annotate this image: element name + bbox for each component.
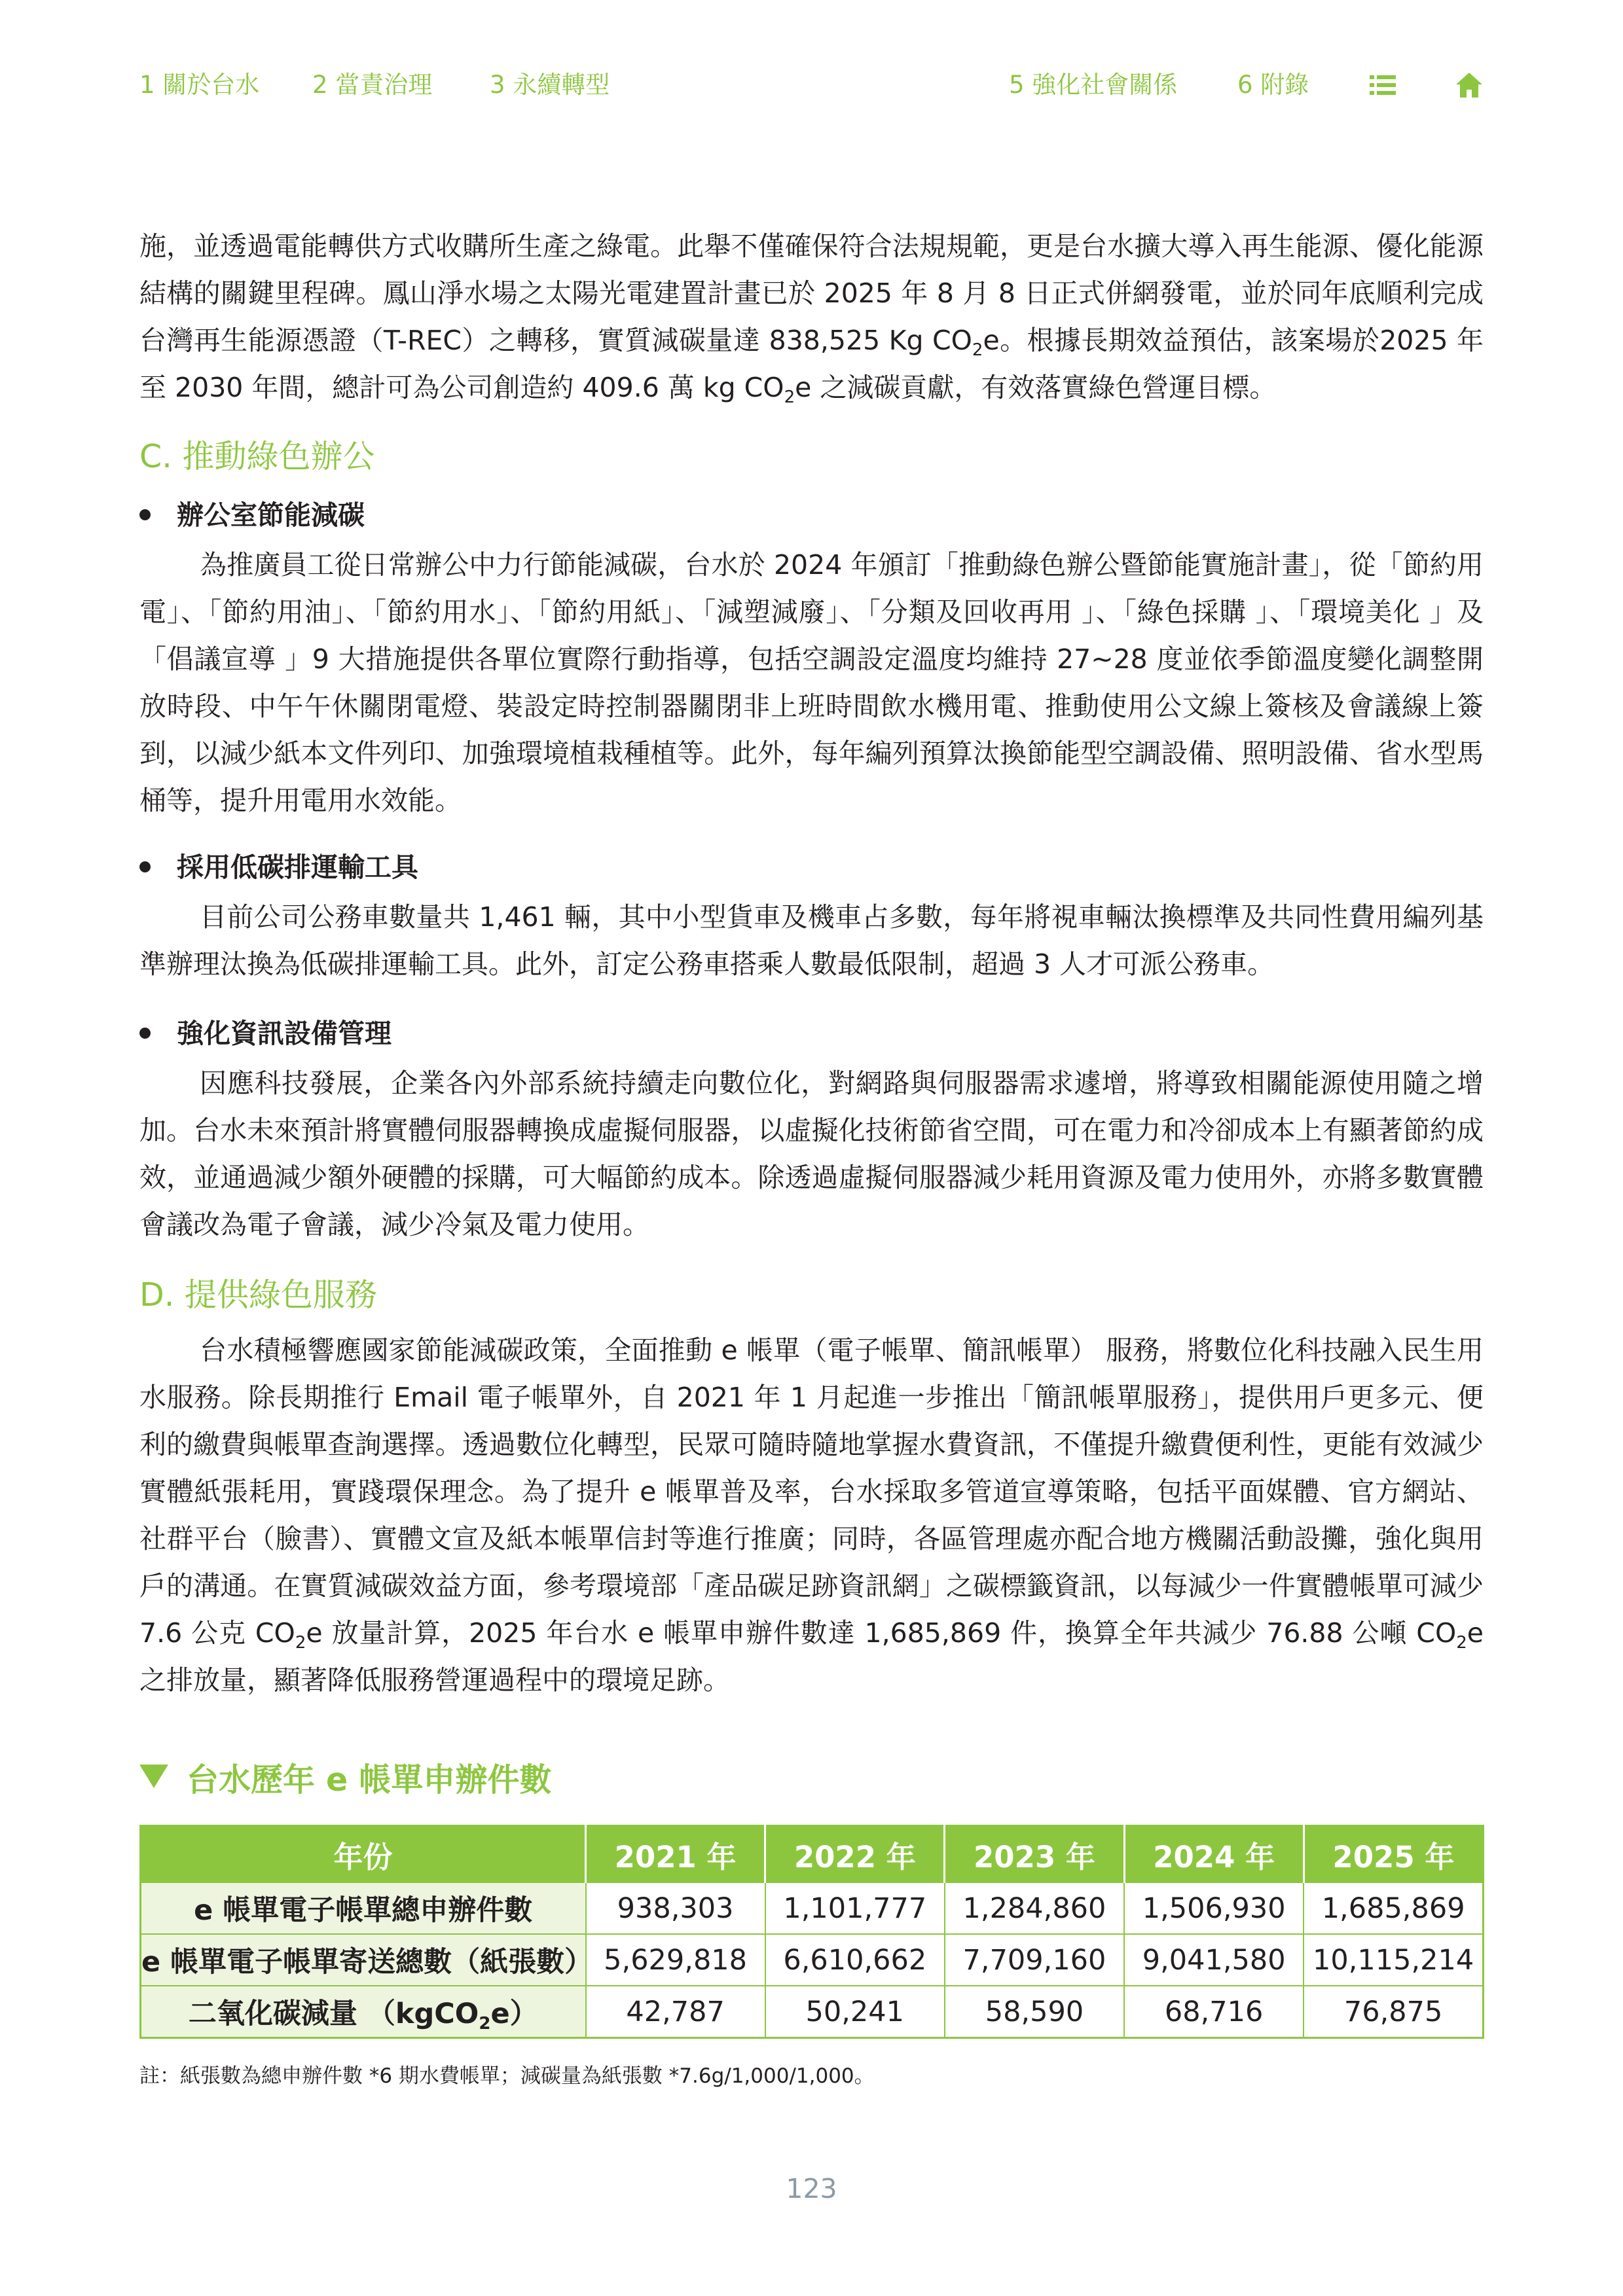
header-2023: 2023 年 (945, 1826, 1124, 1883)
header-2022: 2022 年 (765, 1826, 945, 1883)
table-cell: 1,685,869 (1304, 1882, 1483, 1934)
bullet-it-equipment (139, 1014, 392, 1053)
table-cell: 42,787 (586, 1986, 765, 2038)
row-label-text-end: e） (490, 1998, 538, 2030)
subscript-2: 2 (1456, 1633, 1467, 1653)
table-cell: 5,629,818 (586, 1934, 765, 1986)
table-cell: 10,115,214 (1304, 1934, 1483, 1986)
intro-line-3: 完成台灣再生能源憑證（T-REC）之轉移，實質減碳量達 838,525 Kg CO (139, 278, 1484, 356)
subscript-2: 2 (295, 1633, 306, 1653)
green-service-text-3: e 之排放量，顯著降低服務營運過程中的環境足跡。 (139, 1617, 1484, 1696)
transport-paragraph: 目前公司公務車數量共 1,461 輛，其中小型貨車及機車占多數，每年將視車輛汰換標準及共同性費用編列基準辦理汰換為低碳排運輸工具。此外，訂定公務車搭乘人數最低限制，超過 3 人才可派公務車。 (139, 901, 1484, 980)
row-label (141, 1986, 586, 2038)
bullet-dot (139, 861, 151, 872)
table-row (141, 1882, 1484, 1934)
row-label: e 帳單電子帳單寄送總數（紙張數） (141, 1934, 586, 1986)
table-cell: 58,590 (945, 1986, 1124, 2038)
bullet-dot (139, 1028, 151, 1039)
table-note: 註：紙張數為總申辦件數 *6 期水費帳單；減碳量為紙張數 *7.6g/1,000/1,000。 (139, 2064, 875, 2088)
list-icon[interactable] (1368, 71, 1397, 99)
row-label: e 帳單電子帳單總申辦件數 (141, 1882, 586, 1934)
subscript-2: 2 (479, 2014, 491, 2034)
subscript-2: 2 (972, 340, 983, 360)
green-service-text-2: e 放量計算，2025 年台水 e 帳單申辦件數達 1,685,869 件，換算全年共減少 76.88 公噸 CO (306, 1617, 1457, 1649)
table-cell: 1,284,860 (945, 1882, 1124, 1934)
page-number: 123 (786, 2173, 837, 2204)
nav-sustainable-transformation[interactable]: 3 永續轉型 (490, 71, 610, 99)
intro-line-4: 2025 年至 2030 年間，總計可為公司創造約 409.6 萬 kg CO (139, 325, 1484, 403)
table-cell: 6,610,662 (765, 1934, 945, 1986)
table-cell: 938,303 (586, 1882, 765, 1934)
table-header-row (141, 1826, 1484, 1883)
nav-social-relations[interactable]: 5 強化社會關係 (1009, 71, 1178, 99)
bullet-low-carbon-transport (139, 848, 418, 887)
e-bill-table (139, 1825, 1484, 2039)
section-d-title: D. 提供綠色服務 (139, 1276, 377, 1314)
table-cell: 1,101,777 (765, 1882, 945, 1934)
table-cell: 68,716 (1124, 1986, 1304, 2038)
table-cell: 7,709,160 (945, 1934, 1124, 1986)
subscript-2: 2 (784, 387, 795, 407)
table-cell: 1,506,930 (1124, 1882, 1304, 1934)
header-2025: 2025 年 (1304, 1826, 1483, 1883)
nav-about[interactable]: 1 關於台水 (139, 71, 260, 99)
bullet-title-text: 強化資訊設備管理 (177, 1018, 392, 1049)
it-equipment-paragraph: 因應科技發展，企業各內外部系統持續走向數位化，對網路與伺服器需求遽增，將導致相關能源使用隨之增加。台水未來預計將實體伺服器轉換成虛擬伺服器，以虛擬化技術節省空間，可在電力和冷卻成本上有顯著節約成效，並通過減少額外硬體的採購，可大幅節約成本。除透過虛擬伺服器減少耗用資源及電力使用外，亦將多數實體會議改為電子會議，減少冷氣及電力使用。 (139, 1067, 1484, 1240)
triangle-icon (139, 1765, 168, 1788)
home-icon[interactable] (1455, 71, 1484, 99)
nav-governance[interactable]: 2 當責治理 (312, 71, 433, 99)
table-title-text: 台水歷年 e 帳單申辦件數 (187, 1761, 552, 1799)
table-cell: 9,041,580 (1124, 1934, 1304, 1986)
bullet-title-text: 辦公室節能減碳 (177, 499, 365, 531)
bullet-office-energy (139, 495, 365, 535)
green-service-text-1: 台水積極響應國家節能減碳政策，全面推動 e 帳單（電子帳單、簡訊帳單） 服務，將數位化科技融入民生用水服務。除長期推行 Email 電子帳單外，自 2021 年 1 月起進一步推出「簡訊帳單服務」，提供用戶更多元、便利的繳費與帳單查詢選擇。透過數位化轉型，民眾可隨時隨地掌握水費資訊，不僅提升繳費便利性，更能有效減少實體紙張耗用，實踐環保理念。為了提升 e 帳單普及率，台水採取多管道宣導策略，包括平面媒體、官方網站、社群平台（臉書）、實體文宣及紙本帳單信封等進行推廣；同時，各區管理處亦配合地方機關活動設攤，強化與用戶的溝通。在實質減碳效益方面，參考環境部「產品碳足跡資訊網」之碳標籤資訊，以每減少一件實體帳單可減少 7.6 公克 CO (139, 1335, 1484, 1649)
green-service-paragraph (139, 1327, 1484, 1704)
intro-line-3-end: e。根據長期效益預估，該案場於 (983, 325, 1380, 356)
office-energy-paragraph: 為推廣員工從日常辦公中力行節能減碳，台水於 2024 年頒訂「推動綠色辦公暨節能實施計畫」，從「節約用電」、「節約用油」、「節約用水」、「節約用紙」、「減塑減廢」、「分類及回收再用 」、「綠色採購 」、「環境美化 」及「倡議宣導 」9 大措施提供各單位實際行動指導，包括空調設定溫度均維持 27~28 度並依季節溫度變化調整開放時段、中午午休關閉電燈、裝設定時控制器關閉非上班時間飲水機用電、推動使用公文線上簽核及會議線上簽到，以減少紙本文件列印、加強環境植栽種植等。此外，每年編列預算汰換節能型空調設備、照明設備、省水型馬桶等，提升用電用水效能。 (139, 549, 1484, 816)
header-2024: 2024 年 (1124, 1826, 1304, 1883)
bullet-title-text: 採用低碳排運輸工具 (177, 852, 418, 883)
row-label-text: 二氧化碳減量 （kgCO (188, 1998, 479, 2030)
table-cell: 50,241 (765, 1986, 945, 2038)
header-year: 年份 (141, 1826, 586, 1883)
nav-appendix[interactable]: 6 附錄 (1237, 71, 1309, 99)
intro-line-1: 施，並透過電能轉供方式收購所生產之綠電。此舉不僅確保符合法規規範，更是台水擴大導入再生能源、優化能 (139, 230, 1457, 262)
intro-paragraph (139, 223, 1484, 411)
table-row (141, 1934, 1484, 1986)
section-c-title: C. 推動綠色辦公 (139, 438, 375, 475)
table-cell: 76,875 (1304, 1986, 1483, 2038)
intro-line-4-end: e 之減碳貢獻，有效落實綠色營運目標。 (795, 372, 1277, 403)
header-2021: 2021 年 (586, 1826, 765, 1883)
bullet-dot (139, 509, 151, 520)
table-row (141, 1986, 1484, 2038)
top-navigation (0, 64, 1623, 106)
table-title (139, 1757, 551, 1803)
intro-line-2: 源結構的關鍵里程碑。鳳山淨水場之太陽光電建置計畫已於 2025 年 8 月 8 日正式併網發電，並於同年底順利 (139, 230, 1484, 309)
